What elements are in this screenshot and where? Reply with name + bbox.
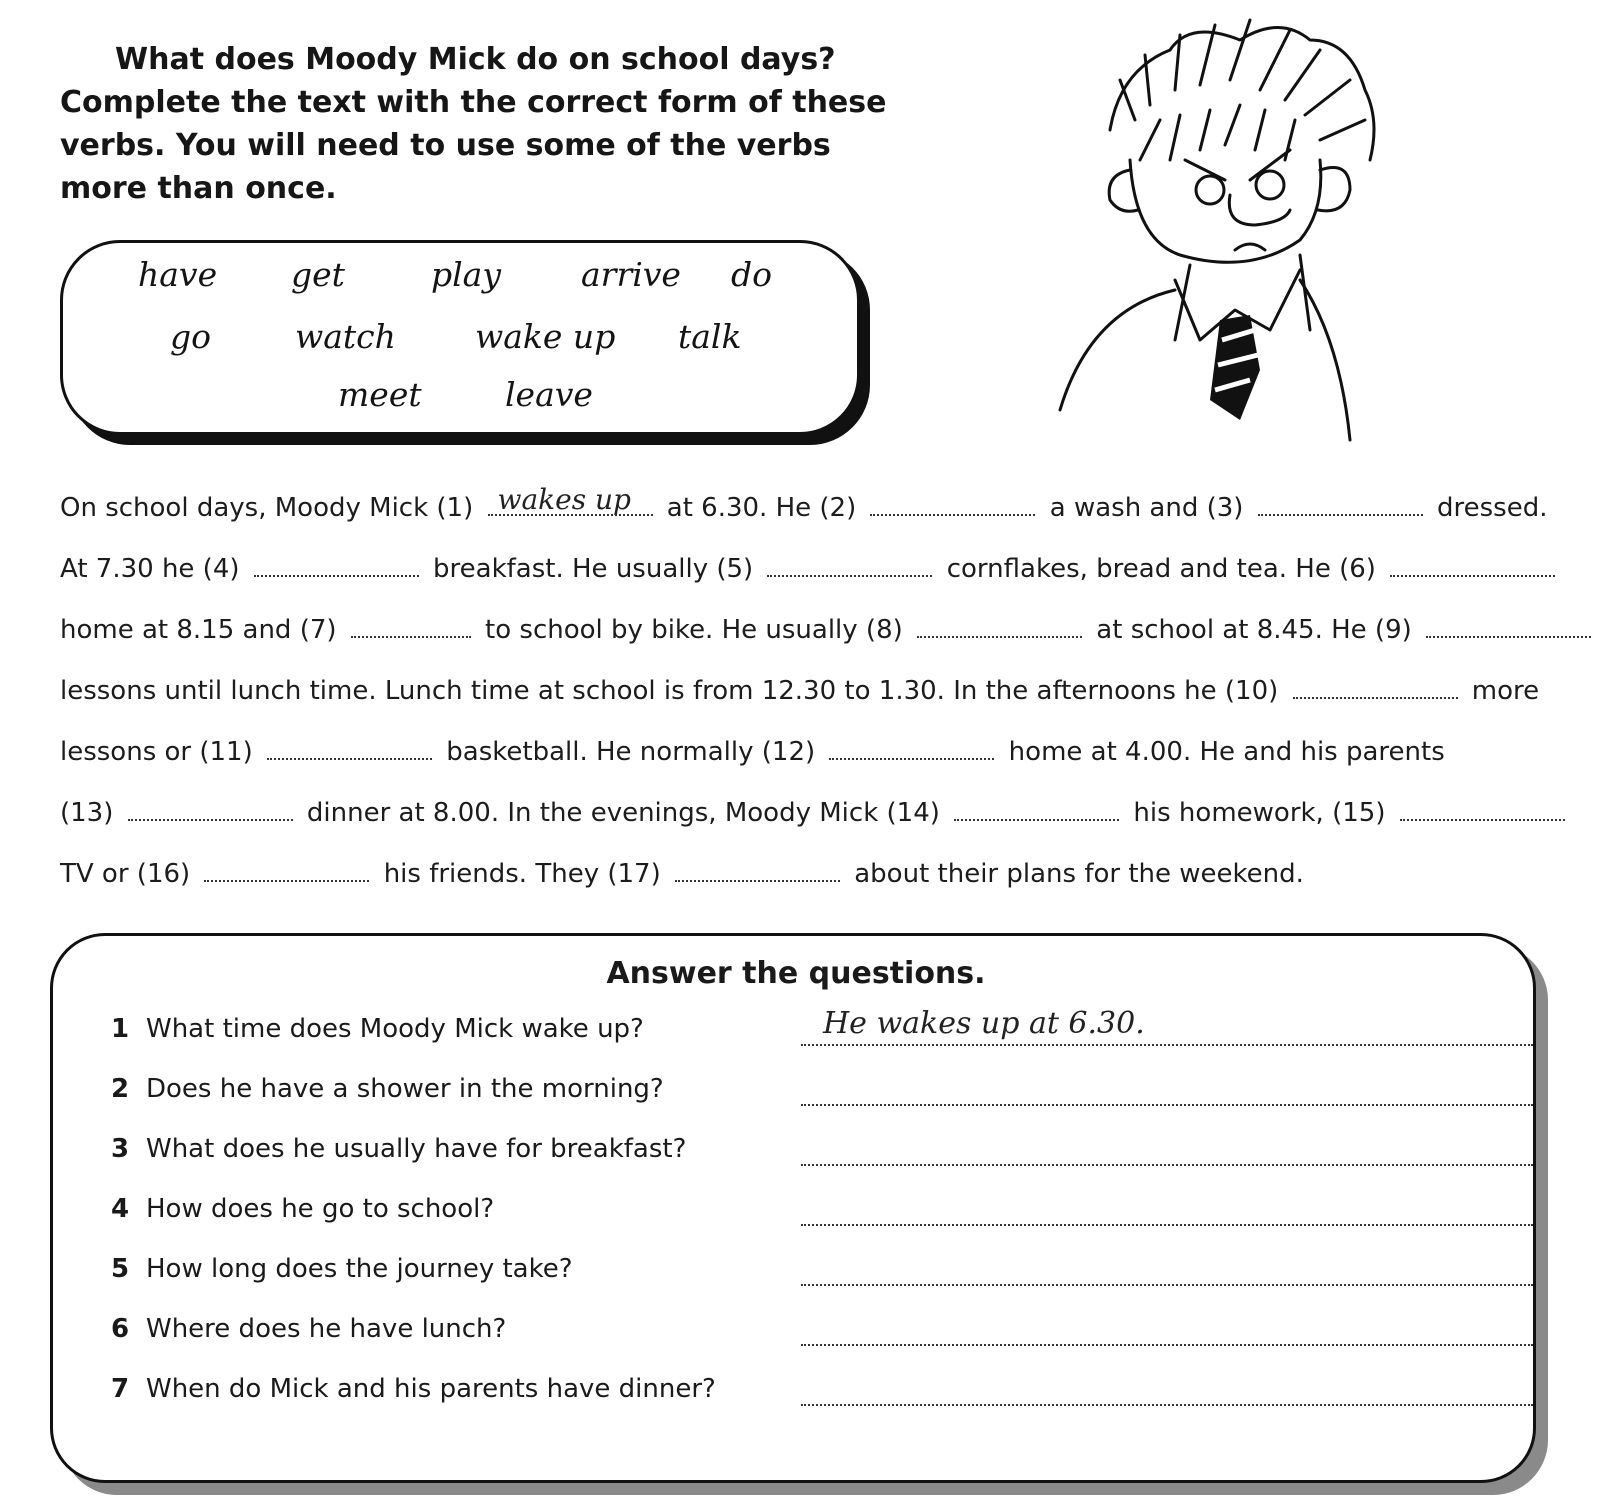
handwritten-answer: He wakes up at 6.30. [823, 1006, 1145, 1041]
paragraph-text: dinner at 8.00. In the evenings, Moody Mick (14) [298, 798, 949, 828]
answer-blank[interactable] [829, 736, 994, 760]
question-text: When do Mick and his parents have dinner? [146, 1374, 716, 1404]
answer-line[interactable] [801, 1404, 1533, 1406]
handwritten-answer: wakes up [497, 483, 631, 516]
paragraph-text: home at 4.00. He and his parents [1000, 737, 1445, 767]
paragraph-text: to school by bike. He usually (8) [476, 615, 912, 645]
question-text: What does he usually have for breakfast? [146, 1134, 687, 1164]
fringe-strands [1140, 105, 1295, 160]
face-outline [1130, 160, 1321, 262]
left-eye [1196, 176, 1224, 204]
answer-line[interactable] [801, 1284, 1533, 1286]
paragraph-text: lessons or (11) [60, 737, 262, 767]
instruction-line: verbs. You will need to use some of the verbs [60, 128, 831, 163]
verb-watch: watch [295, 317, 396, 356]
answer-blank[interactable] [1293, 675, 1458, 699]
question-text: Where does he have lunch? [146, 1314, 507, 1344]
answer-blank[interactable] [128, 797, 293, 821]
paragraph-text: At 7.30 he (4) [60, 554, 248, 584]
question-text: How does he go to school? [146, 1194, 495, 1224]
paragraph-line [60, 478, 1560, 539]
paragraph-text: (13) [60, 798, 122, 828]
answer-blank[interactable] [1390, 553, 1555, 577]
question-text: Does he have a shower in the morning? [146, 1074, 664, 1104]
answer-line[interactable] [801, 1344, 1533, 1346]
answer-blank[interactable] [254, 553, 419, 577]
answer-blank[interactable] [1258, 492, 1423, 516]
answer-blank[interactable] [917, 614, 1082, 638]
question-number: 2 [111, 1074, 130, 1104]
question-number: 4 [111, 1194, 130, 1224]
right-eye [1256, 171, 1284, 199]
answer-blank[interactable] [1400, 797, 1565, 821]
answer-blank[interactable] [204, 858, 369, 882]
question-number: 1 [111, 1014, 130, 1044]
paragraph-line [60, 539, 1560, 600]
nose [1229, 195, 1290, 225]
question-row [111, 1374, 1491, 1414]
paragraph-text: a wash and (3) [1041, 493, 1252, 523]
paragraph-text: breakfast. He usually (5) [424, 554, 762, 584]
paragraph-line [60, 661, 1560, 722]
question-row [111, 1134, 1491, 1174]
verb-wake-up: wake up [475, 317, 616, 356]
question-number: 7 [111, 1374, 130, 1404]
answer-blank[interactable] [267, 736, 432, 760]
paragraph-line [60, 783, 1560, 844]
question-row [111, 1074, 1491, 1114]
paragraph-text: his homework, (15) [1125, 798, 1394, 828]
verb-get: get [291, 255, 345, 294]
answer-blank[interactable] [488, 483, 653, 516]
question-row [111, 1006, 1491, 1054]
verb-arrive: arrive [581, 255, 681, 294]
hair-strands [1120, 20, 1365, 140]
paragraph-text: cornflakes, bread and tea. He (6) [938, 554, 1385, 584]
verb-box-frame [60, 240, 860, 435]
answer-blank[interactable] [675, 858, 840, 882]
question-row [111, 1254, 1491, 1294]
paragraph-text: On school days, Moody Mick (1) [60, 493, 482, 523]
paragraph-line [60, 844, 1560, 905]
verb-go: go [170, 317, 211, 356]
moody-mick-illustration [1050, 10, 1430, 450]
answer-line[interactable] [801, 1164, 1533, 1166]
question-number: 6 [111, 1314, 130, 1344]
paragraph-text: at 6.30. He (2) [658, 493, 865, 523]
question-number: 3 [111, 1134, 130, 1164]
question-text: How long does the journey take? [146, 1254, 573, 1284]
paragraph-text: dressed. [1428, 493, 1548, 523]
answer-blank[interactable] [870, 492, 1035, 516]
instructions [60, 38, 920, 210]
angry-eyebrows [1185, 150, 1290, 180]
question-number: 5 [111, 1254, 130, 1284]
paragraph-text: home at 8.15 and (7) [60, 615, 345, 645]
question-row [111, 1194, 1491, 1234]
paragraph-line [60, 600, 1560, 661]
verb-talk: talk [678, 317, 742, 356]
question-text: What time does Moody Mick wake up? [146, 1014, 644, 1044]
questions-box [50, 933, 1550, 1498]
answer-line[interactable] [801, 1104, 1533, 1106]
questions-title: Answer the questions. [606, 956, 986, 991]
verb-do: do [731, 255, 772, 294]
answer-blank[interactable] [351, 614, 471, 638]
questions-box-frame [50, 933, 1536, 1483]
paragraph-text: TV or (16) [60, 859, 199, 889]
frown-mouth [1235, 244, 1265, 250]
instruction-line: Complete the text with the correct form of these [60, 85, 887, 120]
verb-box [60, 240, 880, 450]
verb-have: have [138, 255, 218, 294]
answer-blank[interactable] [1426, 614, 1591, 638]
paragraph-text: at school at 8.45. He (9) [1088, 615, 1421, 645]
paragraph-text: his friends. They (17) [375, 859, 669, 889]
paragraph-text: basketball. He normally (12) [438, 737, 824, 767]
question-row [111, 1314, 1491, 1354]
paragraph-text: more [1463, 676, 1540, 706]
answer-blank[interactable] [954, 797, 1119, 821]
instruction-line: What does Moody Mick do on school days? [115, 42, 836, 77]
verb-play: play [431, 255, 501, 294]
paragraph-line [60, 722, 1560, 783]
gap-fill-paragraph [60, 478, 1560, 905]
paragraph-text: about their plans for the weekend. [845, 859, 1304, 889]
answer-blank[interactable] [767, 553, 932, 577]
answer-line[interactable] [801, 1224, 1533, 1226]
paragraph-text: lessons until lunch time. Lunch time at school is from 12.30 to 1.30. In the afternoons he (10) [60, 676, 1287, 706]
right-ear [1318, 168, 1350, 211]
answer-line[interactable] [801, 1044, 1533, 1046]
instruction-line: more than once. [60, 171, 337, 206]
verb-meet: meet [338, 375, 422, 414]
verb-leave: leave [505, 375, 593, 414]
